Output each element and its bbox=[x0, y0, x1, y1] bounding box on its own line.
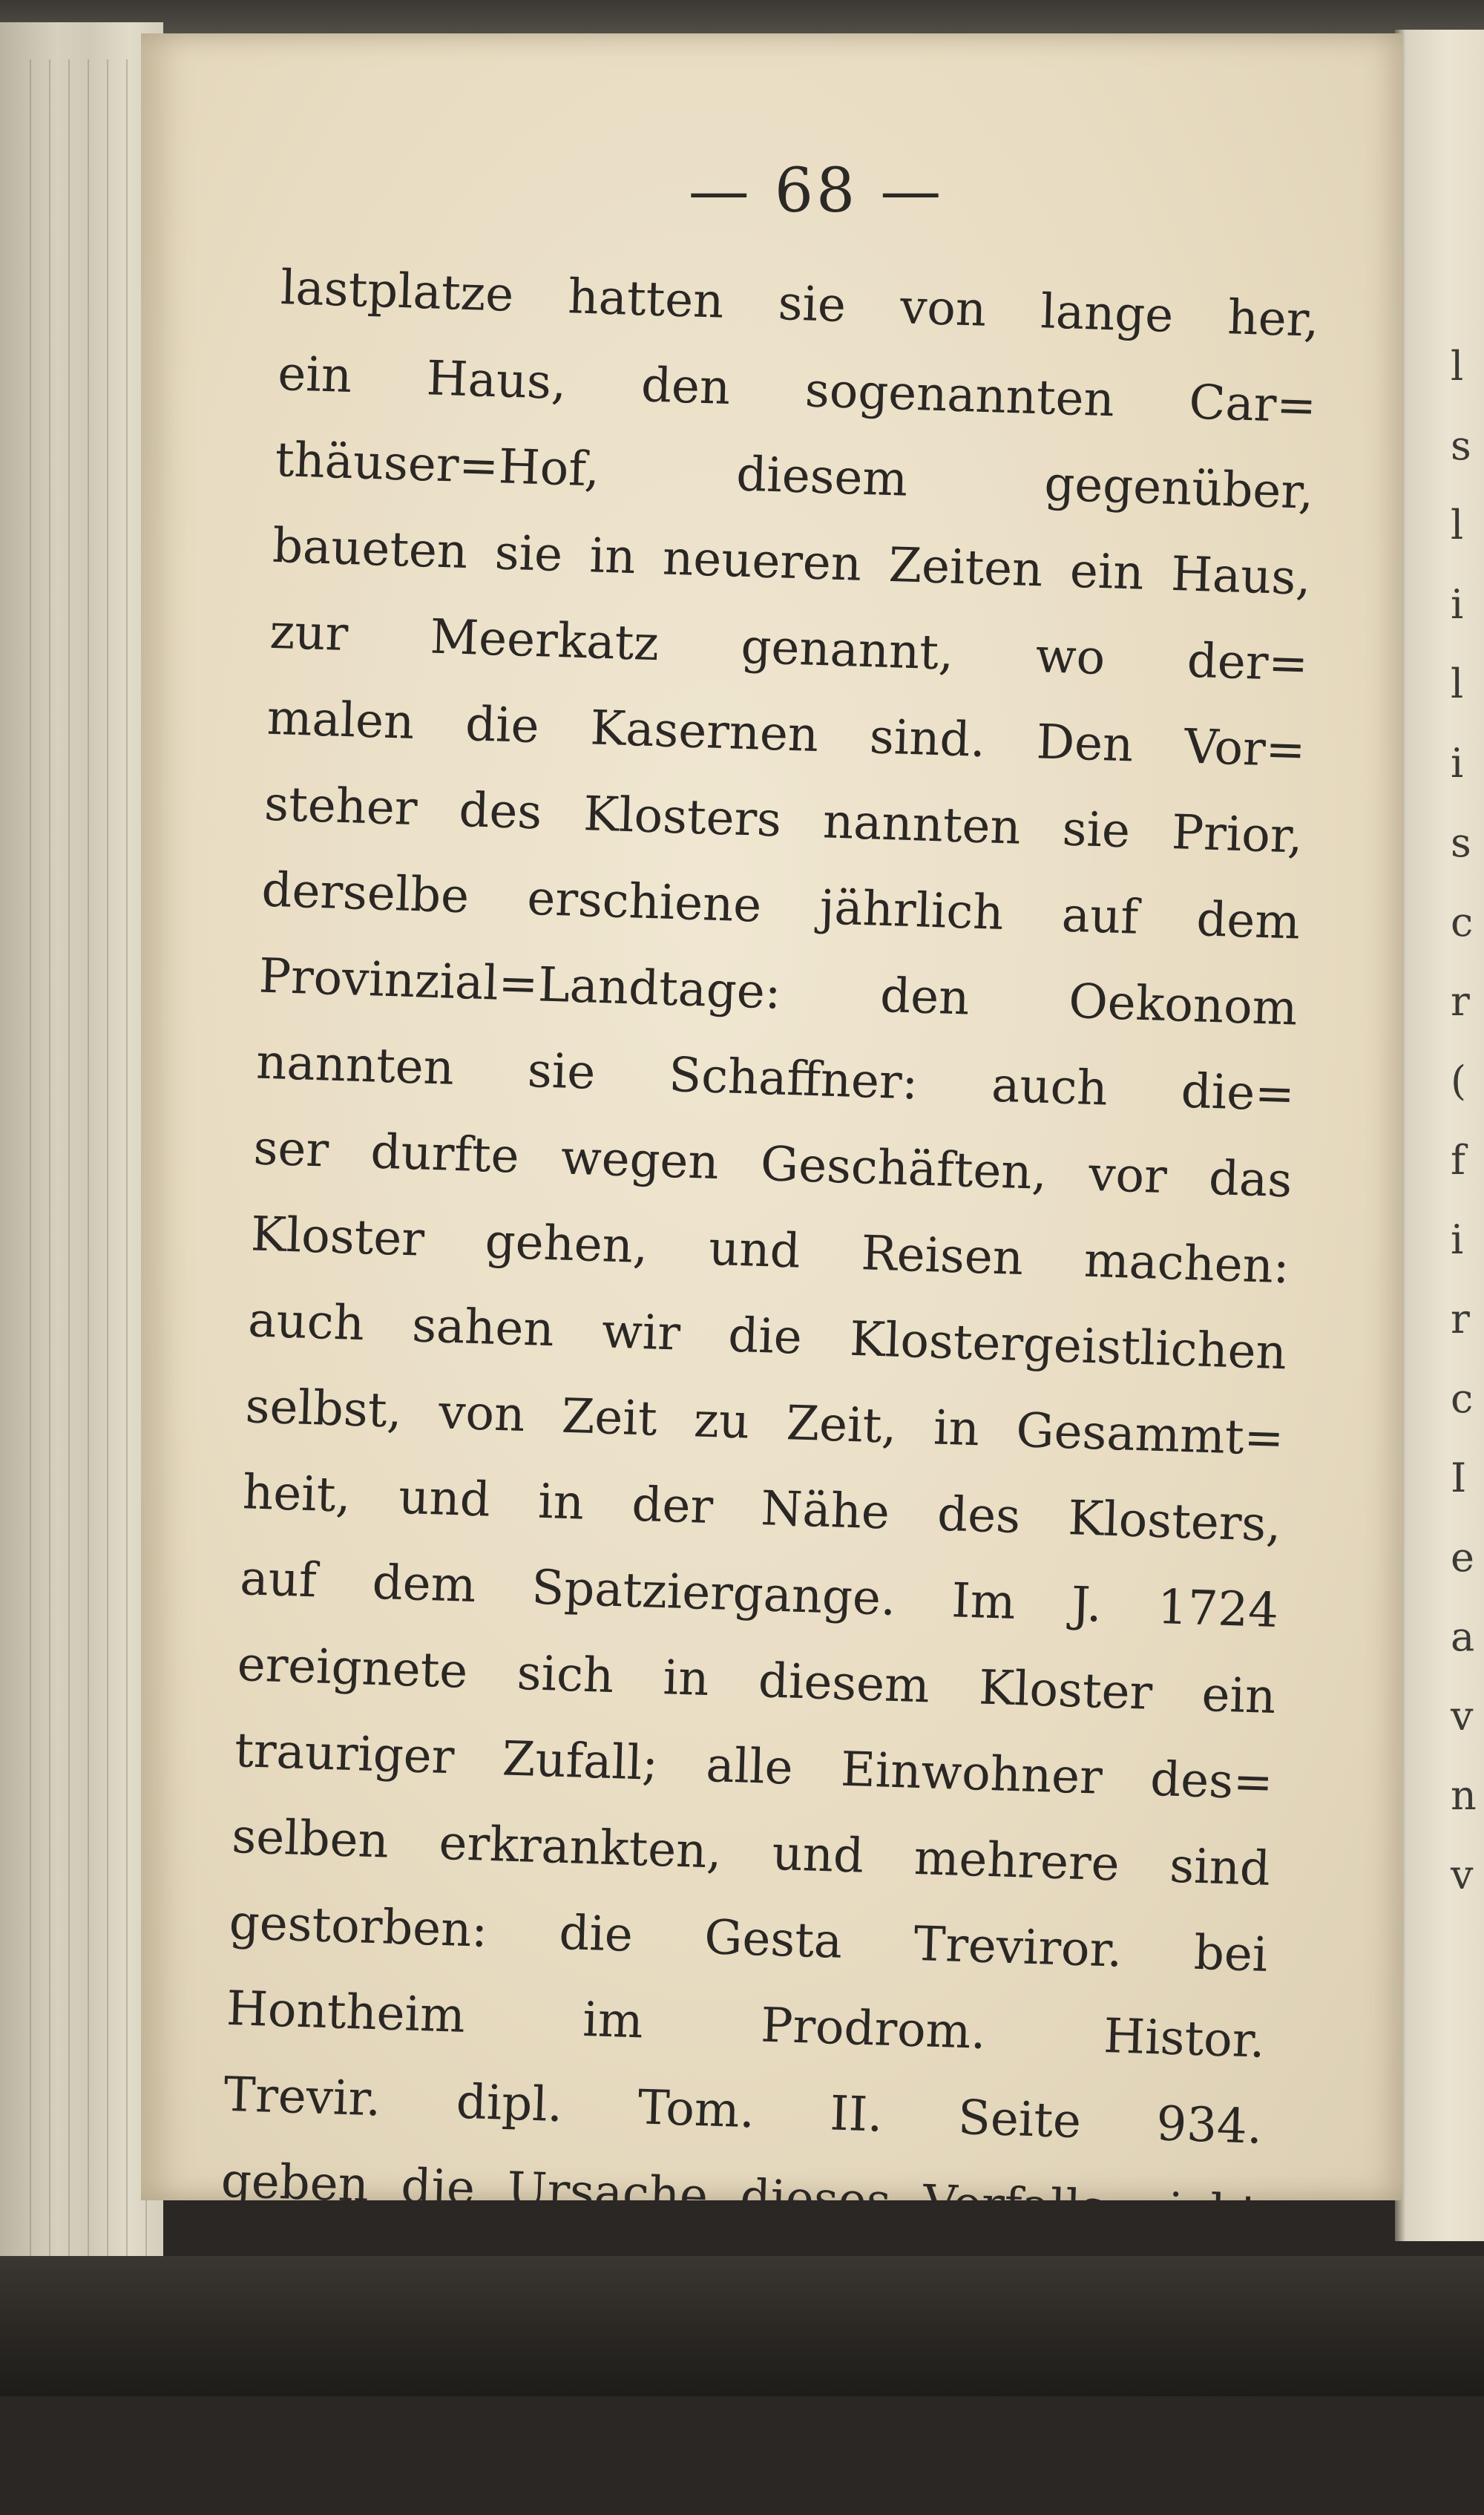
facing-letter: v bbox=[1451, 1693, 1474, 1739]
text-line: steher des Klosters nannten sie Prior, bbox=[263, 776, 1304, 865]
facing-letter: l bbox=[1451, 502, 1464, 548]
text-line: malen die Kasernen sind. Den Vor= bbox=[266, 690, 1307, 778]
facing-letter: n bbox=[1451, 1772, 1477, 1819]
page-text bbox=[211, 245, 1335, 2515]
text-line: ein Haus, den sogenannten Car= bbox=[277, 346, 1318, 434]
page-number: — 68 — bbox=[688, 156, 945, 226]
text-line: derselbe erschiene jährlich auf dem bbox=[260, 862, 1301, 951]
text-line: selben erkrankten, und mehrere sind bbox=[231, 1809, 1272, 1897]
text-line: heit, und in der Nähe des Klosters, bbox=[242, 1465, 1282, 1553]
text-line: ereignete sich in diesem Kloster ein bbox=[236, 1637, 1277, 1725]
text-line: auf dem Spatziergange. Im J. 1724 bbox=[239, 1551, 1279, 1639]
text-line: Kloster gehen, und Reisen machen: bbox=[249, 1207, 1290, 1295]
facing-letter: ( bbox=[1451, 1058, 1467, 1104]
text-line: auch sahen wir die Klostergeistlichen bbox=[247, 1293, 1287, 1381]
text-line: thäuser=Hof, diesem gegenüber, bbox=[274, 432, 1315, 520]
facing-letter: c bbox=[1451, 899, 1474, 945]
left-page-stack bbox=[0, 22, 163, 2278]
facing-letter: r bbox=[1451, 1296, 1470, 1342]
facing-letter: s bbox=[1451, 422, 1471, 469]
facing-letter: f bbox=[1451, 1137, 1465, 1184]
text-line: lastplatze hatten sie von lange her, bbox=[280, 260, 1320, 348]
text-line: zur Meerkatz genannt, wo der= bbox=[269, 604, 1310, 692]
facing-letter: i bbox=[1451, 740, 1464, 787]
facing-letter: l bbox=[1451, 343, 1464, 390]
text-line: Trevir. dipl. Tom. II. Seite 934. bbox=[223, 2067, 1264, 2155]
text-line: nannten sie Schaffner: auch die= bbox=[255, 1034, 1296, 1123]
text-line: gesalzene Butter aufbewahret hat; die= bbox=[211, 2411, 1252, 2499]
facing-letter: l bbox=[1451, 660, 1464, 707]
book-bottom-edge bbox=[0, 2256, 1484, 2396]
text-line: ser durfte wegen Geschäften, vor das bbox=[252, 1121, 1293, 1209]
text-line: Hontheim im Prodrom. Histor. bbox=[226, 1981, 1266, 2069]
text-line: baueten sie in neueren Zeiten ein Haus, bbox=[272, 518, 1312, 606]
facing-letter: c bbox=[1451, 1375, 1474, 1422]
text-line: gestorben: die Gesta Treviror. bei bbox=[228, 1895, 1269, 1983]
facing-letter: e bbox=[1451, 1534, 1474, 1581]
facing-page-text bbox=[1451, 327, 1484, 1915]
facing-letter: I bbox=[1451, 1455, 1467, 1501]
text-line: trauriger Zufall; alle Einwohner des= bbox=[234, 1723, 1274, 1811]
facing-letter: i bbox=[1451, 1216, 1464, 1263]
text-line: selbst, von Zeit zu Zeit, in Gesammt= bbox=[244, 1379, 1285, 1467]
page-edges bbox=[30, 59, 148, 2271]
text-line: geben die Ursache dieses Vorfalls nicht bbox=[220, 2153, 1261, 2241]
facing-letter: r bbox=[1451, 978, 1470, 1025]
facing-letter: v bbox=[1451, 1852, 1474, 1898]
facing-letter: i bbox=[1451, 581, 1464, 628]
facing-letter: s bbox=[1451, 819, 1471, 866]
facing-letter: a bbox=[1451, 1613, 1475, 1660]
text-line: Provinzial=Landtage: den Oekonom bbox=[257, 948, 1298, 1037]
